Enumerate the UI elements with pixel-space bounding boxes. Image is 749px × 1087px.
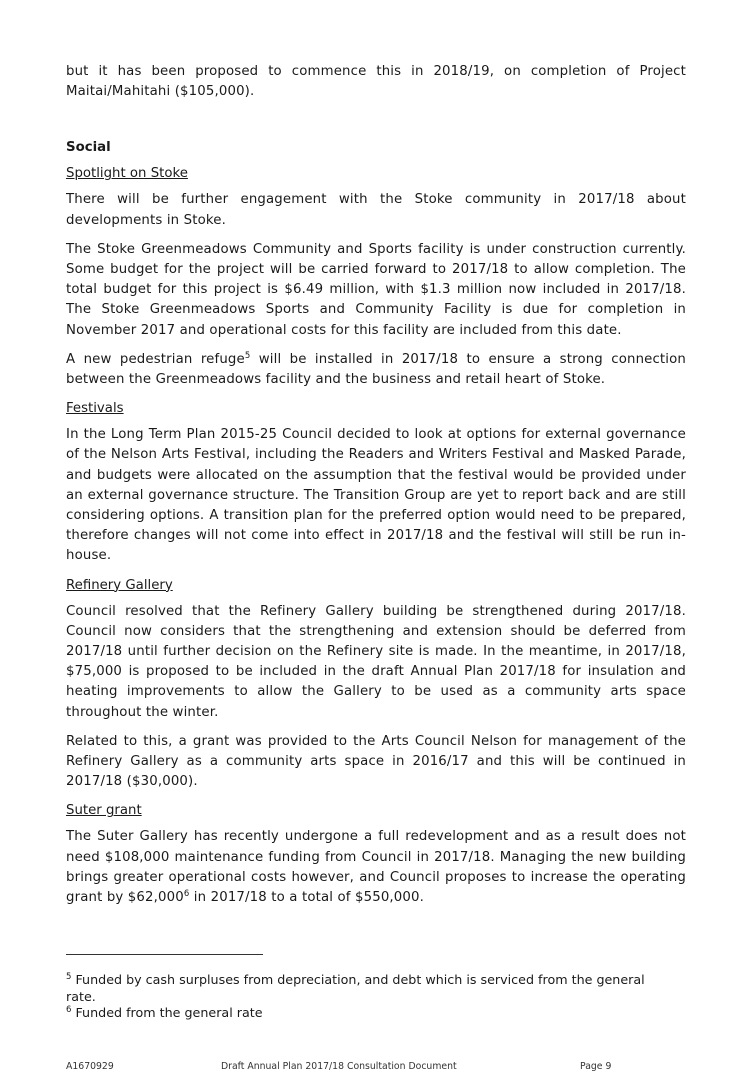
footnote-ref-5[interactable]: 5 <box>244 350 251 361</box>
subheading-spotlight-on-stoke: Spotlight on Stoke <box>66 166 188 182</box>
subheading-festivals: Festivals <box>66 401 124 417</box>
footer-page-number: Page 9 <box>580 1061 612 1072</box>
subheading-suter-grant: Suter grant <box>66 803 142 819</box>
footnote-divider <box>66 954 263 955</box>
footnote-number: 6 <box>66 1005 72 1015</box>
stoke-paragraph-1: There will be further engagement with the Stoke community in 2017/18 about developments in Stoke. <box>66 192 686 228</box>
footnote-text: Funded from the general rate <box>71 1005 263 1020</box>
footnote-5 <box>66 972 666 1005</box>
footnote-ref-6[interactable]: 6 <box>183 889 190 900</box>
stoke-paragraph-3 <box>66 350 686 390</box>
suter-paragraph <box>66 827 686 908</box>
footnote-text: Funded by cash surpluses from depreciation, and debt which is serviced from the general rate. <box>66 972 645 1004</box>
stoke-p3-text-b: will be installed in 2017/18 to ensure a strong connection between the Greenmeadows facility and the business and retail heart of Stoke. <box>66 351 687 388</box>
stoke-paragraph-2: The Stoke Greenmeadows Community and Sports facility is under construction currently. Some budget for the project will be carried forward to 2017/18 to allow completion. The total budget for this project is $6.49 million, with $1.3 million now included in 2017/18. The Stoke Greenmeadows Sports and Community Facility is due for completion in November 2017 and operational costs for this facility are included from this date. <box>66 241 686 338</box>
footer-document-id: A1670929 <box>66 1061 114 1072</box>
document-body <box>66 62 686 917</box>
footnotes <box>66 972 666 1022</box>
section-heading-social: Social <box>66 140 111 156</box>
festivals-paragraph: In the Long Term Plan 2015-25 Council decided to look at options for external governance of the Nelson Arts Festival, including the Readers and Writers Festival and Masked Parade, and budgets were allocated on the assumption that the festival would be provided under an external governance structure. The Transition Group are yet to report back and are still considering options. A transition plan for the preferred option would need to be prepared, therefore changes will not come into effect in 2017/18 and the festival will still be run in-house. <box>66 427 686 564</box>
stoke-p3-text-a: A new pedestrian refuge <box>66 351 245 367</box>
suter-text-b: in 2017/18 to a total of $550,000. <box>189 890 425 906</box>
refinery-paragraph-2: Related to this, a grant was provided to the Arts Council Nelson for management of the Refinery Gallery as a community arts space in 2016/17 and this will be continued in 2017/18 ($30,000). <box>66 733 686 790</box>
subheading-refinery-gallery: Refinery Gallery <box>66 577 173 593</box>
footer-document-title: Draft Annual Plan 2017/18 Consultation Document <box>221 1061 457 1072</box>
refinery-paragraph-1: Council resolved that the Refinery Gallery building be strengthened during 2017/18. Council now considers that the strengthening and extension should be deferred from 2017/18 until further decision on the Refinery site is made. In the meantime, in 2017/18, $75,000 is proposed to be included in the draft Annual Plan 2017/18 for insulation and heating improvements to allow the Gallery to be used as a community arts space throughout the winter. <box>66 603 686 720</box>
footnote-6 <box>66 1005 666 1022</box>
intro-paragraph: but it has been proposed to commence this in 2018/19, on completion of Project Maitai/Mahitahi ($105,000). <box>66 64 686 100</box>
footnote-number: 5 <box>66 972 72 982</box>
suter-text-a: The Suter Gallery has recently undergone a full redevelopment and as a result does not need $108,000 maintenance funding from Council in 2017/18. Managing the new building brings greater operational costs however, and Council proposes to increase the operating grant by $62,000 <box>66 829 686 906</box>
